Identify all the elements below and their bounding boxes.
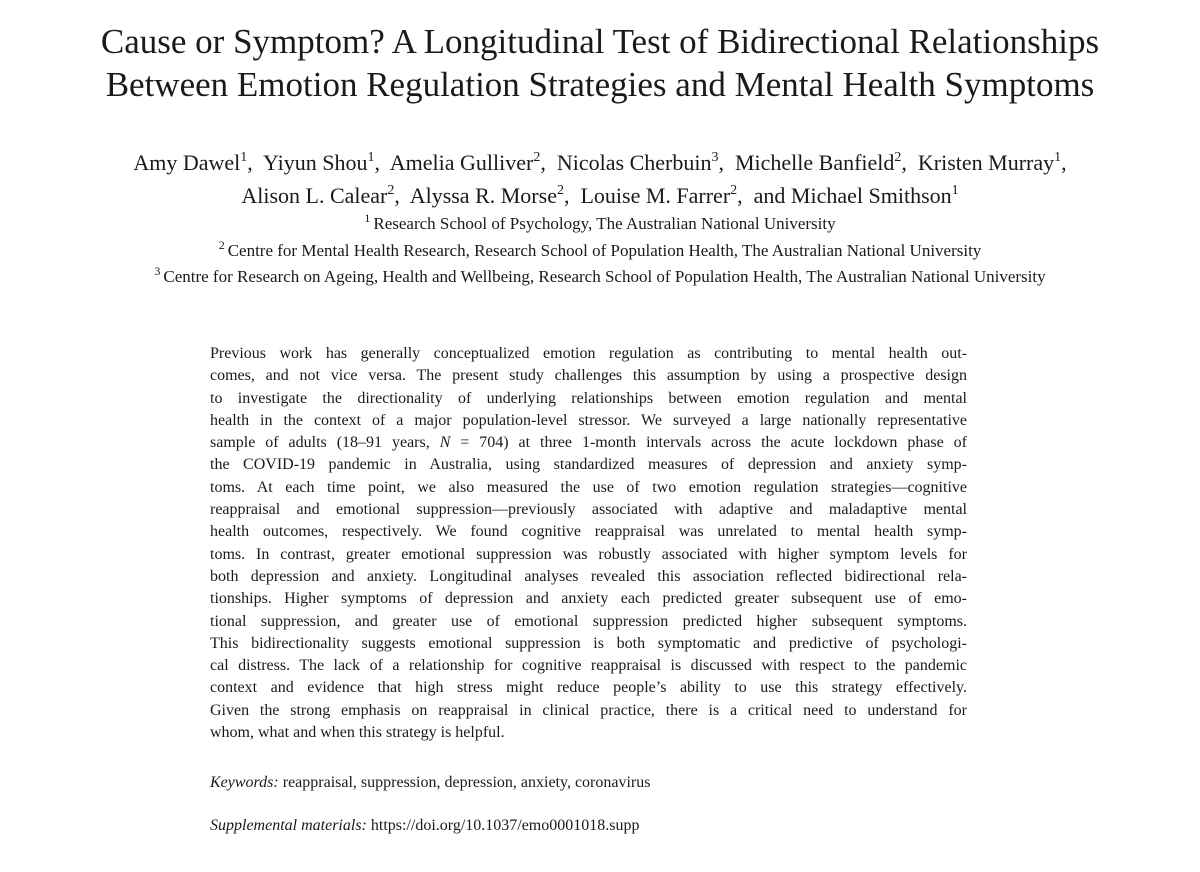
author-line-2 <box>0 179 1200 212</box>
author: Michelle Banfield$^2$, <box>734 150 907 175</box>
supplemental-link[interactable]: https://doi.org/10.1037/emo0001018.supp <box>370 817 640 834</box>
abstract-line: toms. At each time point, we also measured the use of two emotion regulation strategies—cognitive <box>210 478 967 496</box>
affiliation-list <box>0 211 1200 291</box>
abstract-line: reappraisal and emotional suppression—previously associated with adaptive and maladaptive mental <box>210 501 967 519</box>
supplemental-label: Supplemental materials: <box>210 817 367 834</box>
paper-title <box>0 20 1200 106</box>
author: Yiyun Shou$^1$, <box>262 150 380 175</box>
author: Amy Dawel$^1$, <box>133 150 253 175</box>
author-list <box>0 146 1200 212</box>
affiliation: $^1$ Research School of Psychology, The Australian National University <box>364 211 836 233</box>
author: Alison L. Calear$^2$, <box>241 183 400 208</box>
abstract-line: comes, and not vice versa. The present study challenges this assumption by using a prospective design <box>210 367 967 385</box>
abstract-line: context and evidence that high stress might reduce people’s ability to use this strategy effectively. <box>210 679 967 697</box>
title-line-2: Between Emotion Regulation Strategies and Mental Health Symptoms <box>105 65 1095 104</box>
abstract-line: to investigate the directionality of underlying relationships between emotion regulation and mental <box>210 389 967 407</box>
author: Alyssa R. Morse$^2$, <box>409 183 570 208</box>
author: and Michael Smithson$^1$ <box>753 183 959 208</box>
abstract-line: sample of adults (18–91 years, N = 704) at three 1-month intervals across the acute lockdown phase of <box>210 434 968 452</box>
keywords-label: Keywords: <box>210 774 279 791</box>
author: Kristen Murray$^1$, <box>917 150 1067 175</box>
abstract-line: whom, what and when this strategy is helpful. <box>210 724 505 742</box>
affiliation: $^2$ Centre for Mental Health Research, Research School of Population Health, The Australian National University <box>218 237 982 260</box>
abstract-line: health outcomes, respectively. We found cognitive reappraisal was unrelated to mental health symp- <box>210 523 967 541</box>
author-line-1 <box>0 146 1200 179</box>
abstract-line: toms. In contrast, greater emotional suppression was robustly associated with higher symptom levels for <box>210 545 967 563</box>
abstract-line: This bidirectionality suggests emotional suppression is both symptomatic and predictive of psychologi- <box>210 634 967 652</box>
abstract-line: cal distress. The lack of a relationship for cognitive reappraisal is discussed with respect to the pandemic <box>210 657 967 675</box>
author: Amelia Gulliver$^2$, <box>389 150 546 175</box>
abstract-line: tional suppression, and greater use of emotional suppression predicted higher subsequent symptoms. <box>210 612 967 630</box>
abstract-line: health in the context of a major population-level stressor. We surveyed a large nationally representative <box>210 411 967 429</box>
abstract-line: the COVID-19 pandemic in Australia, using standardized measures of depression and anxiety symp- <box>210 456 967 474</box>
author: Nicolas Cherbuin$^3$, <box>556 150 724 175</box>
abstract <box>210 343 967 744</box>
abstract-line: Given the strong emphasis on reappraisal in clinical practice, there is a critical need to understand for <box>210 701 967 719</box>
author: Louise M. Farrer$^2$, <box>580 183 743 208</box>
abstract-line: Previous work has generally conceptualized emotion regulation as contributing to mental health out- <box>210 345 967 362</box>
abstract-line: both depression and anxiety. Longitudinal analyses revealed this association reflected bidirectional rela- <box>210 567 967 585</box>
keywords <box>210 772 650 794</box>
abstract-line: tionships. Higher symptoms of depression and anxiety each predicted greater subsequent use of emo- <box>210 590 967 608</box>
affiliation: $^3$ Centre for Research on Ageing, Health and Wellbeing, Research School of Population Health, The Australian National University <box>154 264 1046 286</box>
supplemental-materials <box>210 815 639 837</box>
title-line-1: Cause or Symptom? A Longitudinal Test of Bidirectional Relationships <box>100 22 1100 61</box>
keywords-text: reappraisal, suppression, depression, anxiety, coronavirus <box>282 774 651 791</box>
